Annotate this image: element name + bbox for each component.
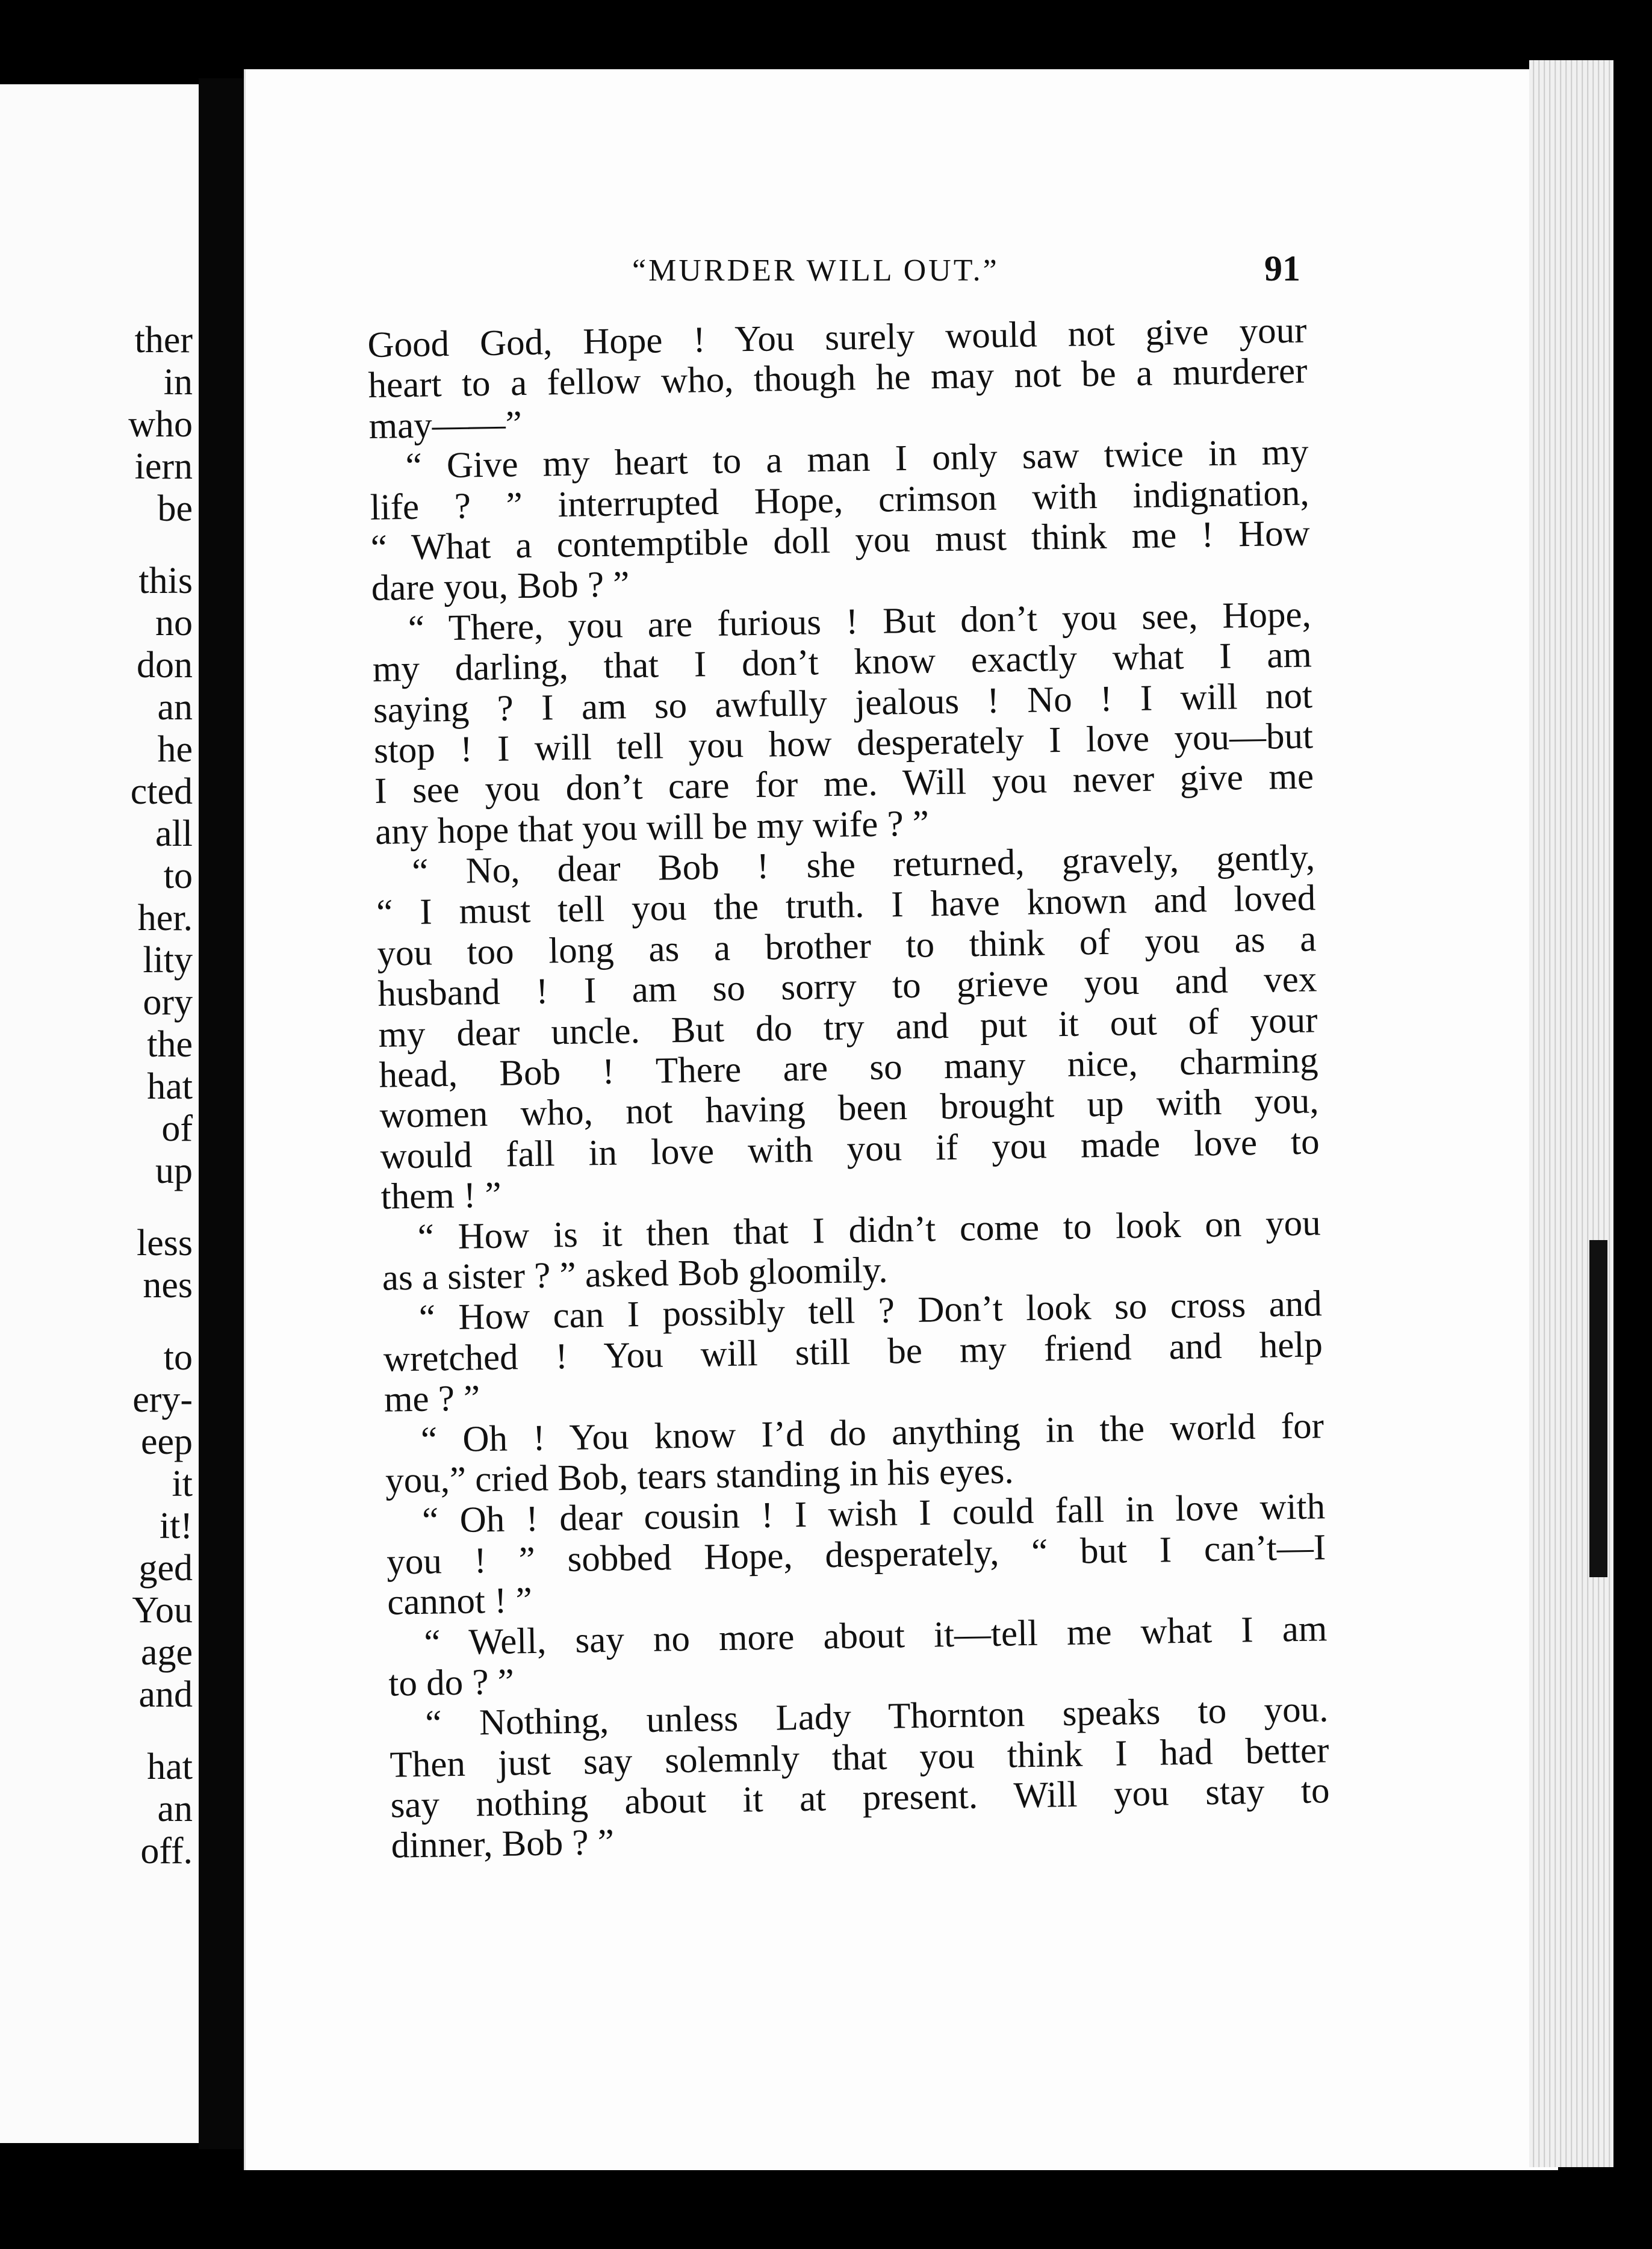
left-page-fragment: to bbox=[163, 1337, 193, 1378]
text-line: you ! ” sobbed Hope, desperately, “ but I can’t—I bbox=[386, 1527, 1326, 1583]
text-line: head, Bob ! There are so many nice, charming bbox=[379, 1040, 1318, 1096]
text-line: may——” bbox=[368, 403, 523, 447]
left-page-fragment: her. bbox=[137, 898, 193, 938]
text-line: my dear uncle. But do try and put it out of your bbox=[377, 999, 1318, 1055]
left-page-fragment: hat bbox=[147, 1066, 193, 1107]
left-page-fragment: be bbox=[157, 488, 193, 529]
text-line: any hope that you will be my wife ? ” bbox=[374, 803, 930, 852]
left-page-fragment: of bbox=[161, 1108, 193, 1149]
page-number: 91 bbox=[1264, 249, 1300, 288]
left-page-fragment: ory bbox=[143, 982, 193, 1023]
left-page bbox=[0, 84, 199, 2143]
text-line: dinner, Bob ? ” bbox=[391, 1822, 615, 1867]
left-page-fragment: an bbox=[157, 687, 193, 728]
text-line: “ Oh ! dear cousin ! I wish I could fall in love with bbox=[421, 1486, 1326, 1542]
running-header: “MURDER WILL OUT.” bbox=[632, 253, 999, 288]
text-line: women who, not having been brought up with you, bbox=[379, 1081, 1319, 1137]
left-page-fragment: this bbox=[138, 560, 193, 601]
text-line: “ Oh ! You know I’d do anything in the world for bbox=[420, 1405, 1324, 1460]
left-page-fragment: cted bbox=[130, 771, 193, 812]
text-line: them ! ” bbox=[380, 1174, 502, 1218]
text-line: cannot ! ” bbox=[387, 1580, 533, 1623]
text-line: I see you don’t care for me. Will you never give me bbox=[374, 756, 1314, 812]
text-line: Good God, Hope ! You surely would not give your bbox=[367, 310, 1307, 365]
text-line: husband ! I am so sorry to grieve you and vex bbox=[377, 959, 1317, 1015]
left-page-fragment: don bbox=[137, 645, 193, 686]
text-line: “ What a contemptible doll you must think me ! How bbox=[370, 513, 1311, 568]
text-line: dare you, Bob ? ” bbox=[371, 564, 630, 609]
text-line: you,” cried Bob, tears standing in his eyes. bbox=[385, 1451, 1014, 1501]
left-page-fragment: less bbox=[137, 1223, 193, 1264]
text-line: “ How is it then that I didn’t come to look on you bbox=[417, 1202, 1321, 1258]
left-page-fragment: who bbox=[128, 404, 193, 445]
text-line: saying ? I am so awfully jealous ! No ! I will not bbox=[373, 675, 1313, 731]
left-page-fragment: nes bbox=[143, 1265, 193, 1306]
book-gutter bbox=[199, 78, 247, 2149]
text-line: heart to a fellow who, though he may not be a murderer bbox=[368, 350, 1308, 406]
left-page-fragment: up bbox=[155, 1150, 193, 1191]
page-edge-shadow bbox=[1589, 1240, 1607, 1577]
text-line: “ There, you are furious ! But don’t you see, Hope, bbox=[408, 594, 1312, 649]
left-page-fragment: off. bbox=[140, 1831, 193, 1872]
text-line: as a sister ? ” asked Bob gloomily. bbox=[382, 1250, 888, 1298]
text-line: would fall in love with you if you made love to bbox=[380, 1121, 1320, 1177]
left-page-fragment: it! bbox=[159, 1506, 193, 1546]
left-page-fragment: lity bbox=[143, 940, 193, 981]
text-line: “ No, dear Bob ! she returned, gravely, gently, bbox=[411, 837, 1315, 893]
text-line: to do ? ” bbox=[388, 1661, 515, 1704]
text-line: you too long as a brother to think of you as a bbox=[376, 919, 1317, 974]
left-page-fragment: age bbox=[140, 1632, 193, 1673]
left-page-fragment: ther bbox=[134, 320, 193, 361]
left-page-fragment: ged bbox=[138, 1548, 193, 1589]
text-line: Then just say solemnly that you think I had better bbox=[390, 1729, 1329, 1785]
text-line: me ? ” bbox=[384, 1378, 480, 1420]
text-line: life ? ” interrupted Hope, crimson with indignation, bbox=[370, 473, 1310, 528]
text-line: “ I must tell you the truth. I have known and loved bbox=[376, 878, 1316, 934]
left-page-fragment: You bbox=[132, 1590, 193, 1631]
text-line: “ Give my heart to a man I only saw twice in my bbox=[405, 432, 1309, 487]
text-line: “ Nothing, unless Lady Thornton speaks to you. bbox=[424, 1689, 1329, 1745]
left-page-fragment: to bbox=[163, 855, 193, 896]
body-text bbox=[367, 310, 1331, 1866]
left-page-fragment: he bbox=[157, 729, 193, 770]
left-page-fragment: ery- bbox=[132, 1379, 193, 1420]
left-page-fragment: eep bbox=[140, 1421, 193, 1462]
text-line: my darling, that I don’t know exactly what I am bbox=[372, 634, 1312, 690]
left-page-fragment: the bbox=[147, 1024, 193, 1065]
left-page-fragment: no bbox=[155, 603, 193, 644]
text-line: say nothing about it at present. Will you stay to bbox=[390, 1770, 1330, 1826]
left-page-fragment: hat bbox=[147, 1746, 193, 1787]
left-page-fragment: and bbox=[138, 1674, 193, 1715]
left-page-fragment: an bbox=[157, 1788, 193, 1829]
text-line: stop ! I will tell you how desperately I love you—but bbox=[373, 716, 1314, 771]
left-page-fragment: in bbox=[163, 362, 193, 403]
left-page-fragment: it bbox=[172, 1463, 193, 1504]
page-edges bbox=[1529, 60, 1613, 2167]
left-page-fragment: iern bbox=[134, 446, 193, 487]
left-page-fragment: all bbox=[155, 813, 193, 854]
text-line: “ Well, say no more about it—tell me what I am bbox=[423, 1608, 1328, 1663]
text-line: “ How can I possibly tell ? Don’t look so cross and bbox=[418, 1283, 1323, 1339]
text-line: wretched ! You will still be my friend and help bbox=[383, 1324, 1323, 1380]
